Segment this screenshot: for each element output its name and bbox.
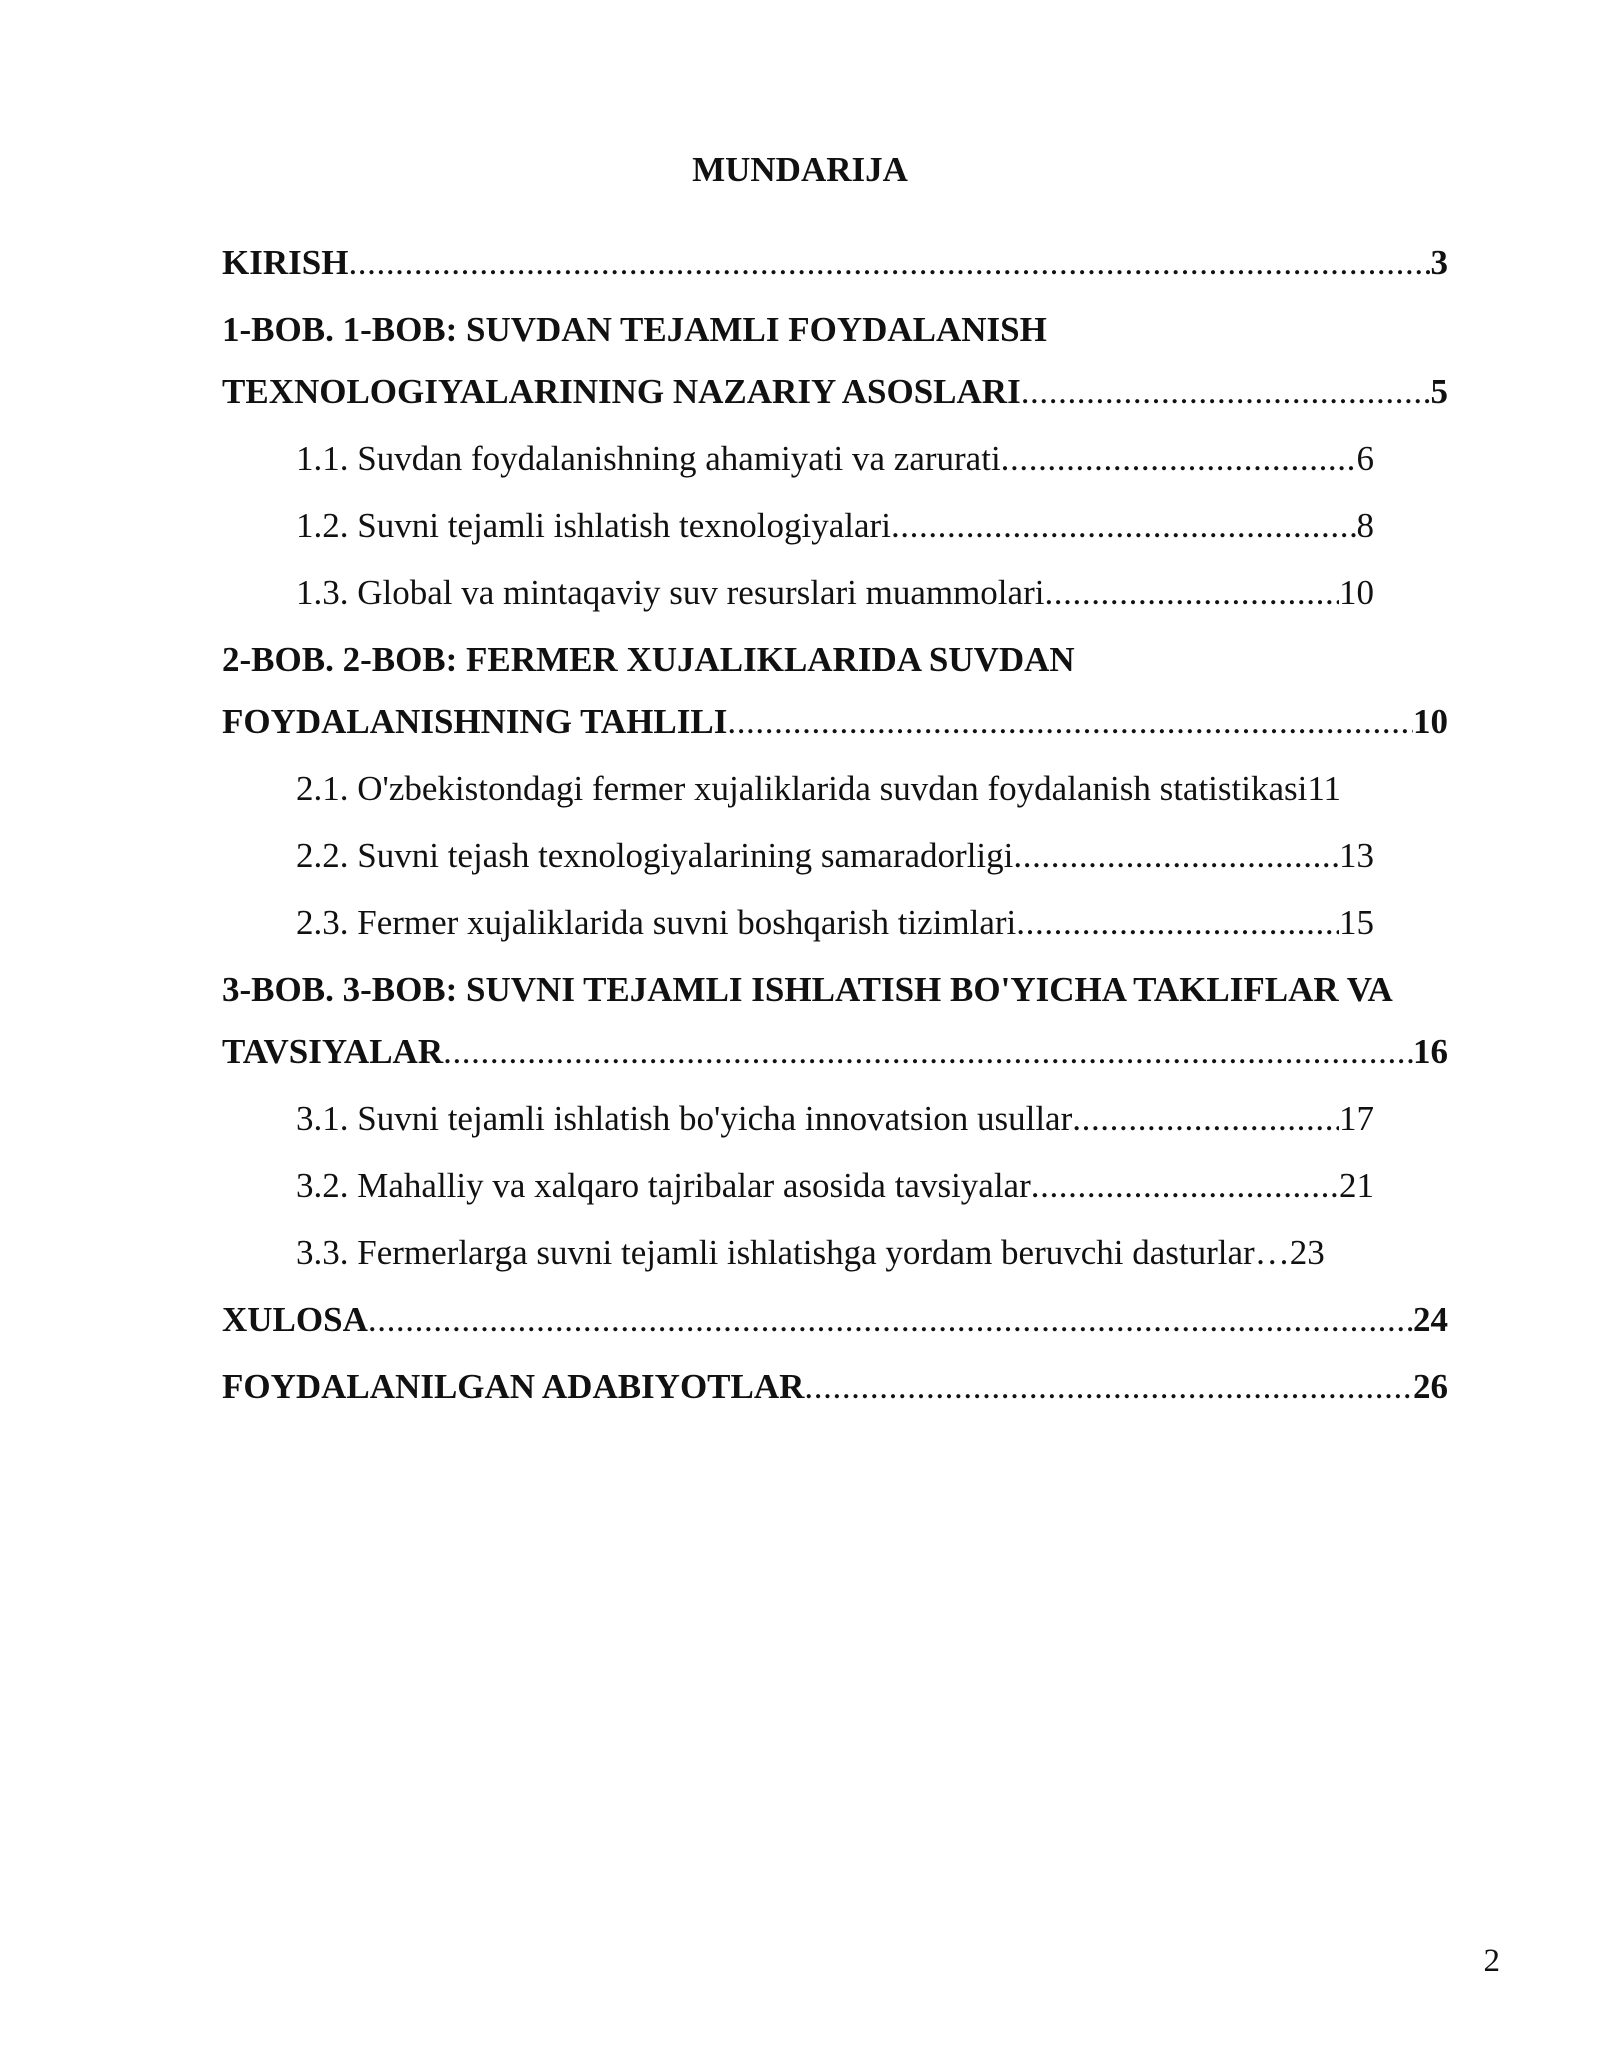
- toc-entry-label: 3.1. Suvni tejamli ishlatish bo'yicha innovatsion usullar: [296, 1099, 1073, 1138]
- toc-entry-label: 3.2. Mahalliy va xalqaro tajribalar asosida tavsiyalar: [296, 1166, 1031, 1205]
- toc-page-number: 3: [1430, 243, 1448, 282]
- toc-entry-section-2-2[interactable]: [296, 831, 1374, 881]
- toc-entry-adabiyotlar[interactable]: [222, 1362, 1448, 1412]
- dot-leader: [891, 501, 1357, 551]
- toc-entry-xulosa[interactable]: [222, 1295, 1448, 1345]
- dot-leader: [443, 1027, 1413, 1077]
- toc-entry-section-3-1[interactable]: [296, 1094, 1374, 1144]
- toc-entry-chapter-1[interactable]: [222, 367, 1448, 417]
- toc-entry-label: TEXNOLOGIYALARINING NAZARIY ASOSLARI: [222, 372, 1021, 411]
- toc-entry-section-1-1[interactable]: [296, 434, 1374, 484]
- toc-entry-section-2-1[interactable]: [296, 764, 1416, 814]
- toc-chapter-2-title-line[interactable]: 2-BOB. 2-BOB: FERMER XUJALIKLARIDA SUVDAN: [222, 640, 1075, 679]
- dot-leader: [1001, 434, 1357, 484]
- toc-entry-label: 1.2. Suvni tejamli ishlatish texnologiyalari: [296, 506, 891, 545]
- toc-entry-chapter-3[interactable]: [222, 1027, 1448, 1077]
- toc-page-number: 5: [1430, 372, 1448, 411]
- toc-entry-label: 1.1. Suvdan foydalanishning ahamiyati va zarurati: [296, 439, 1001, 478]
- toc-page-number: 23: [1289, 1233, 1325, 1272]
- toc-entry-section-3-3[interactable]: [296, 1228, 1374, 1278]
- toc-entry-label: FOYDALANILGAN ADABIYOTLAR: [222, 1367, 805, 1406]
- toc-page-number: 21: [1339, 1166, 1374, 1205]
- toc-page-number: 24: [1413, 1300, 1448, 1339]
- toc-entry-kirish[interactable]: [222, 238, 1448, 288]
- toc-entry-chapter-2[interactable]: [222, 697, 1448, 747]
- toc-entry-label: KIRISH: [222, 243, 349, 282]
- page-footer-number: 2: [1483, 1943, 1500, 1979]
- toc-page-number: 17: [1339, 1099, 1374, 1138]
- toc-chapter-1-title-line[interactable]: 1-BOB. 1-BOB: SUVDAN TEJAMLI FOYDALANISH: [222, 310, 1047, 349]
- ellipsis-leader: …: [1254, 1233, 1290, 1272]
- dot-leader: [348, 238, 1430, 288]
- toc-page-number: 6: [1356, 439, 1374, 478]
- toc-entry-label: 2.1. O'zbekistondagi fermer xujaliklarida suvdan foydalanish statistikasi: [296, 769, 1308, 808]
- toc-entry-label: XULOSA: [222, 1300, 368, 1339]
- toc-page-number: 26: [1413, 1367, 1448, 1406]
- toc-entry-section-1-3[interactable]: [296, 568, 1374, 618]
- dot-leader: [727, 697, 1413, 747]
- dot-leader: [1031, 1161, 1339, 1211]
- toc-page-number: 10: [1413, 702, 1448, 741]
- toc-entry-section-3-2[interactable]: [296, 1161, 1374, 1211]
- dot-leader: [804, 1362, 1413, 1412]
- dot-leader: [368, 1295, 1413, 1345]
- dot-leader: [1072, 1094, 1339, 1144]
- toc-entry-label: 2.3. Fermer xujaliklarida suvni boshqarish tizimlari: [296, 903, 1017, 942]
- dot-leader: [1016, 898, 1339, 948]
- toc-entry-label: TAVSIYALAR: [222, 1032, 444, 1071]
- toc-page-number: 13: [1339, 836, 1374, 875]
- toc-page-number: 10: [1339, 573, 1374, 612]
- toc-page-number: 16: [1413, 1032, 1448, 1071]
- page-title: MUNDARIJA: [692, 150, 908, 189]
- toc-entry-label: 1.3. Global va mintaqaviy suv resurslari muammolari: [296, 573, 1045, 612]
- dot-leader: [1013, 831, 1339, 881]
- toc-entry-section-2-3[interactable]: [296, 898, 1374, 948]
- toc-entry-section-1-2[interactable]: [296, 501, 1374, 551]
- dot-leader: [1044, 568, 1339, 618]
- toc-page-number: 11: [1307, 769, 1342, 808]
- toc-page-number: 8: [1356, 506, 1374, 545]
- toc-chapter-3-title-line[interactable]: 3-BOB. 3-BOB: SUVNI TEJAMLI ISHLATISH BO'YICHA TAKLIFLAR VA: [222, 970, 1393, 1009]
- dot-leader: [1021, 367, 1431, 417]
- toc-entry-label: FOYDALANISHNING TAHLILI: [222, 702, 728, 741]
- toc-page-number: 15: [1339, 903, 1374, 942]
- toc-entry-label: 2.2. Suvni tejash texnologiyalarining samaradorligi: [296, 836, 1014, 875]
- toc-entry-label: 3.3. Fermerlarga suvni tejamli ishlatishga yordam beruvchi dasturlar: [296, 1233, 1255, 1272]
